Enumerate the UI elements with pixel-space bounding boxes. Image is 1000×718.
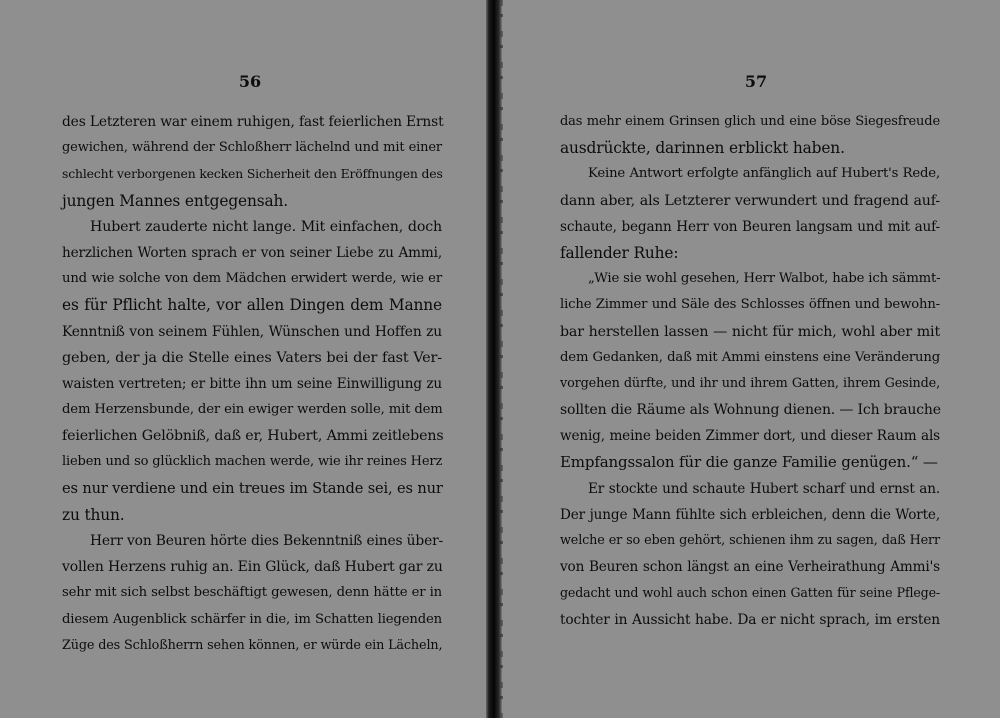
text-line: bar herstellen lassen — nicht für mich, wohl aber mit — [560, 323, 940, 340]
text-line: wenig, meine beiden Zimmer dort, und dieser Raum als — [560, 428, 940, 445]
text-line: das mehr einem Grinsen glich und eine böse Siegesfreude — [560, 114, 940, 129]
text-line: vollen Herzens ruhig an. Ein Glück, daß Hubert gar zu — [62, 559, 443, 576]
text-line: dem Herzensbunde, der ein ewiger werden solle, mit dem — [62, 402, 443, 418]
text-line: „Wie sie wohl gesehen, Herr Walbot, habe ich sämmt- — [588, 271, 941, 287]
text-line: welche er so eben gehört, schienen ihm zu sagen, daß Herr — [560, 533, 940, 548]
text-line: geben, der ja die Stelle eines Vaters bei der fast Ver- — [62, 349, 442, 366]
text-line: Der junge Mann fühlte sich erbleichen, denn die Worte, — [560, 506, 940, 523]
text-line: gewichen, während der Schloßherr lächelnd und mit einer — [62, 140, 442, 156]
text-line: sollten die Räume als Wohnung dienen. — Ich brauche — [560, 402, 941, 419]
page-number: 57 — [744, 72, 768, 91]
text-line: diesem Augenblick schärfer in die, im Schatten liegenden — [62, 611, 442, 627]
text-line: dann aber, als Letzterer verwundert und fragend auf- — [560, 192, 940, 209]
text-line: feierlichen Gelöbniß, daß er, Hubert, Ammi zeitlebens — [62, 428, 444, 445]
text-line: Er stockte und schaute Hubert scharf und ernst an. — [588, 480, 940, 497]
text-line: Herr von Beuren hörte dies Bekenntniß eines über- — [90, 533, 444, 549]
left-page — [0, 0, 488, 718]
text-line: jungen Mannes entgegensah. — [62, 191, 289, 210]
text-line: Kenntniß von seinem Fühlen, Wünschen und Hoffen zu — [62, 323, 442, 340]
text-line: Züge des Schloßherrn sehen können, er würde ein Lächeln, — [62, 637, 443, 653]
text-line: tochter in Aussicht habe. Da er nicht sprach, im ersten — [560, 611, 940, 628]
text-line: Empfangssalon für die ganze Familie genügen.“ — — [560, 453, 938, 472]
text-line: es für Pflicht halte, vor allen Dingen dem Manne — [62, 296, 442, 315]
text-line: es nur verdiene und ein treues im Stande sei, es nur — [62, 479, 443, 497]
text-line: herzlichen Worten sprach er von seiner Liebe zu Ammi, — [62, 244, 442, 261]
right-page — [506, 0, 1000, 718]
text-line: gedacht und wohl auch schon einen Gatten für seine Pflege- — [560, 585, 940, 601]
text-line: liche Zimmer und Säle des Schlosses öffnen und bewohn- — [560, 297, 940, 313]
text-line: sehr mit sich selbst beschäftigt gewesen, denn hätte er in — [62, 585, 442, 601]
text-line: schaute, begann Herr von Beuren langsam und mit auf- — [560, 218, 940, 235]
text-line: schlecht verborgenen kecken Sicherheit den Eröffnungen des — [62, 166, 443, 182]
text-line: des Letzteren war einem ruhigen, fast feierlichen Ernst — [62, 114, 444, 130]
text-line: lieben und so glücklich machen werde, wie ihr reines Herz — [62, 454, 443, 470]
text-block — [560, 109, 940, 633]
text-line: ausdrückte, darinnen erblickt haben. — [560, 139, 845, 158]
text-line: vorgehen dürfte, und ihr und ihrem Gatten, ihrem Gesinde, — [560, 375, 940, 391]
text-line: Hubert zauderte nicht lange. Mit einfachen, doch — [90, 218, 442, 235]
gutter-shadow — [500, 0, 503, 718]
text-line: dem Gedanken, daß mit Ammi einstens eine Veränderung — [560, 349, 940, 365]
text-line: Keine Antwort erfolgte anfänglich auf Hubert's Rede, — [588, 166, 940, 182]
text-line: fallender Ruhe: — [560, 243, 679, 262]
text-line: und wie solche von dem Mädchen erwidert werde, wie er — [62, 271, 442, 287]
text-block — [62, 109, 442, 659]
page-number: 56 — [238, 72, 262, 91]
text-line: von Beuren schon längst an eine Verheirathung Ammi's — [560, 559, 940, 576]
text-line: zu thun. — [62, 505, 125, 524]
text-line: waisten vertreten; er bitte ihn um seine Einwilligung zu — [62, 375, 442, 392]
